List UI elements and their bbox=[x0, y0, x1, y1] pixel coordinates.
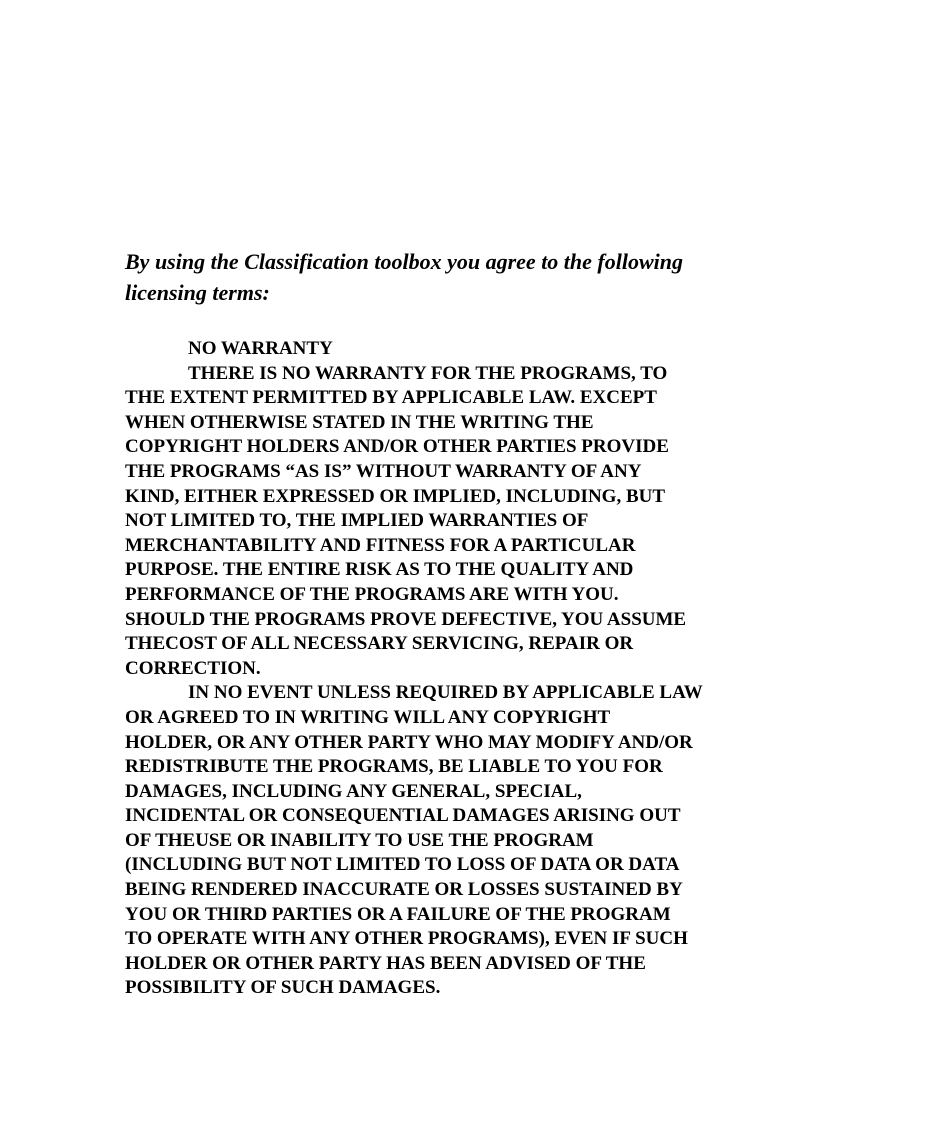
text-line: HOLDER OR OTHER PARTY HAS BEEN ADVISED OF THE bbox=[125, 952, 646, 974]
text-line: SHOULD THE PROGRAMS PROVE DEFECTIVE, YOU ASSUME bbox=[125, 608, 687, 630]
text-line: BEING RENDERED INACCURATE OR LOSSES SUSTAINED BY bbox=[125, 879, 683, 901]
no-warranty-heading: NO WARRANTY bbox=[188, 338, 333, 359]
text-line: PURPOSE. THE ENTIRE RISK AS TO THE QUALITY AND bbox=[125, 559, 634, 581]
text-line: (INCLUDING BUT NOT LIMITED TO LOSS OF DATA OR DATA bbox=[125, 854, 680, 876]
text-line: KIND, EITHER EXPRESSED OR IMPLIED, INCLUDING, BUT bbox=[125, 485, 666, 507]
license-text-block bbox=[125, 246, 765, 1001]
liability-paragraph bbox=[125, 681, 765, 1001]
text-line: DAMAGES, INCLUDING ANY GENERAL, SPECIAL, bbox=[125, 780, 582, 802]
text-line: THE PROGRAMS “AS IS” WITHOUT WARRANTY OF ANY bbox=[125, 460, 642, 482]
intro-line: By using the Classification toolbox you agree to the following bbox=[125, 249, 683, 274]
text-line: IN NO EVENT UNLESS REQUIRED BY APPLICABLE LAW bbox=[188, 682, 703, 704]
text-line: INCIDENTAL OR CONSEQUENTIAL DAMAGES ARISING OUT bbox=[125, 805, 681, 827]
text-line: HOLDER, OR ANY OTHER PARTY WHO MAY MODIFY AND/OR bbox=[125, 731, 693, 753]
text-line: OF THEUSE OR INABILITY TO USE THE PROGRAM bbox=[125, 829, 594, 851]
license-intro bbox=[125, 246, 765, 308]
text-line: THERE IS NO WARRANTY FOR THE PROGRAMS, TO bbox=[188, 362, 668, 384]
text-line: CORRECTION. bbox=[125, 657, 261, 679]
text-line: NOT LIMITED TO, THE IMPLIED WARRANTIES OF bbox=[125, 510, 589, 532]
text-line: WHEN OTHERWISE STATED IN THE WRITING THE bbox=[125, 411, 594, 433]
text-line: MERCHANTABILITY AND FITNESS FOR A PARTICULAR bbox=[125, 534, 636, 556]
text-line: OR AGREED TO IN WRITING WILL ANY COPYRIGHT bbox=[125, 706, 611, 728]
paragraph-spacer bbox=[125, 308, 765, 337]
text-line: REDISTRIBUTE THE PROGRAMS, BE LIABLE TO YOU FOR bbox=[125, 756, 663, 778]
text-line: PERFORMANCE OF THE PROGRAMS ARE WITH YOU. bbox=[125, 583, 619, 605]
intro-line: licensing terms: bbox=[125, 280, 270, 305]
text-line: THECOST OF ALL NECESSARY SERVICING, REPAIR OR bbox=[125, 633, 634, 655]
text-line: YOU OR THIRD PARTIES OR A FAILURE OF THE PROGRAM bbox=[125, 903, 671, 925]
text-line: THE EXTENT PERMITTED BY APPLICABLE LAW. EXCEPT bbox=[125, 387, 657, 409]
text-line: COPYRIGHT HOLDERS AND/OR OTHER PARTIES PROVIDE bbox=[125, 436, 669, 458]
warranty-paragraph bbox=[125, 362, 765, 682]
text-line: POSSIBILITY OF SUCH DAMAGES. bbox=[125, 977, 441, 999]
text-line: TO OPERATE WITH ANY OTHER PROGRAMS), EVEN IF SUCH bbox=[125, 928, 688, 950]
